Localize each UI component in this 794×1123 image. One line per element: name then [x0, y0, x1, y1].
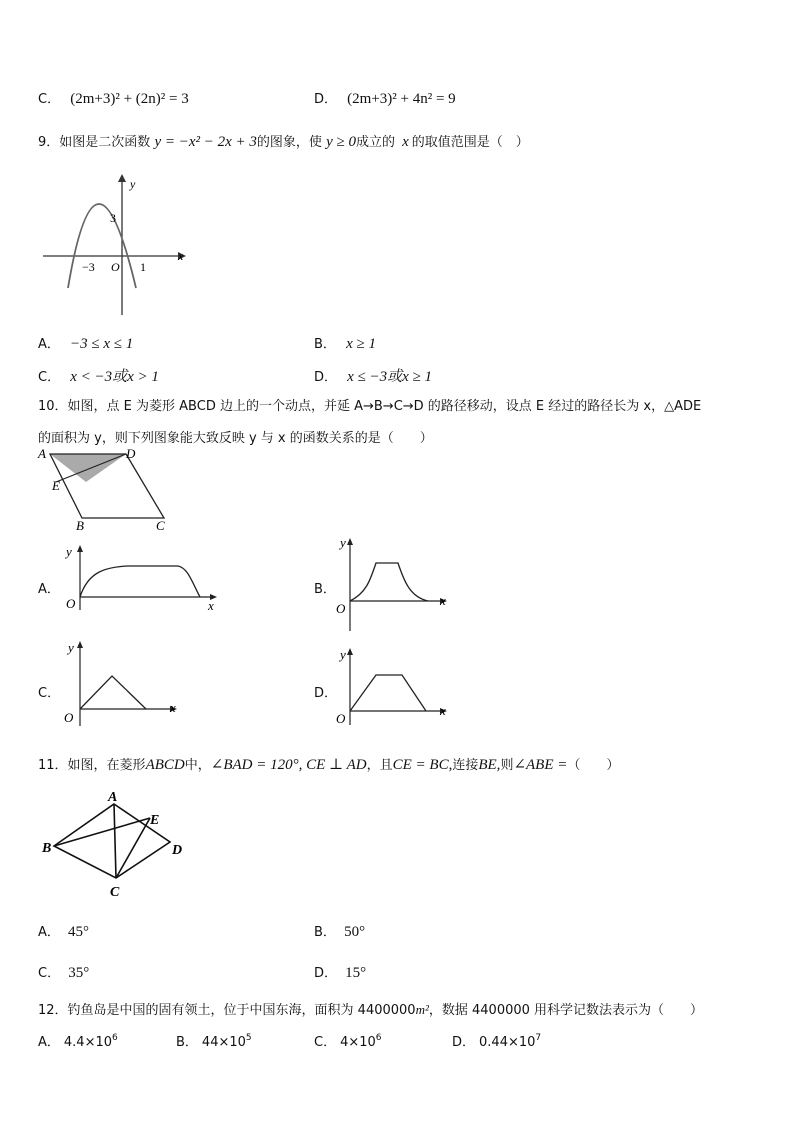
curve	[350, 563, 428, 601]
option-letter: A．	[38, 925, 60, 940]
option-exponent: 5	[245, 1033, 252, 1043]
y-label: y	[340, 647, 346, 662]
q10-option-d-letter: D．	[314, 686, 338, 701]
stem-math: ∠BAD = 120°, CE ⊥ AD	[210, 757, 367, 773]
q10-stem-line2	[38, 427, 433, 446]
curve	[80, 676, 146, 709]
stem-text: 则	[500, 758, 514, 773]
q11-option-c	[38, 962, 89, 982]
q9-option-b	[314, 333, 376, 353]
option-text: 45°	[68, 924, 90, 940]
q11-rhombus-figure	[38, 790, 208, 902]
q12-option-c	[314, 1031, 382, 1050]
vertex-label-b: B	[42, 841, 52, 856]
question-number: 10．	[38, 399, 68, 414]
option-exponent: 6	[112, 1033, 118, 1043]
q10-rhombus-figure	[34, 446, 184, 536]
stem-text: 的取值范围是（ ）	[411, 135, 529, 150]
diagonal-ac	[114, 804, 116, 878]
y-label: y	[68, 640, 74, 655]
vertex-label-c: C	[156, 518, 165, 533]
origin-label: O	[64, 710, 74, 725]
option-base: 4×10	[340, 1035, 376, 1050]
stem-text: 中，	[184, 758, 211, 773]
x-label: x	[170, 700, 176, 715]
question-number: 12．	[38, 1003, 68, 1018]
option-exponent: 7	[535, 1033, 542, 1043]
origin-label: O	[66, 596, 76, 611]
q10-option-b-letter: B．	[314, 582, 336, 597]
option-letter: A．	[38, 1035, 60, 1050]
area-unit: m²	[415, 1002, 429, 1017]
option-letter: B．	[314, 925, 336, 940]
q9-option-c	[38, 365, 159, 386]
option-text: x < −3或x > 1	[70, 369, 159, 385]
point-label-e: E	[150, 813, 160, 828]
stem-math: BE,	[478, 757, 501, 773]
option-base: 0.44×10	[479, 1035, 536, 1050]
stem-text: 成立的	[355, 135, 395, 150]
stem-variable: x	[402, 134, 409, 150]
origin-label: O	[336, 711, 346, 726]
q10-option-a-letter: A．	[38, 582, 60, 597]
option-text: 15°	[345, 965, 367, 981]
stem-condition: y ≥ 0	[326, 134, 356, 150]
q10-option-a-graph	[60, 542, 225, 617]
x-label: x	[208, 598, 214, 613]
parabola-curve	[68, 204, 136, 288]
option-text: 50°	[344, 924, 366, 940]
option-exponent: 6	[375, 1033, 382, 1043]
q10-option-d-graph	[332, 643, 462, 728]
x-axis-label: x	[178, 249, 184, 263]
y-axis-arrow	[77, 545, 83, 552]
q12-option-d	[452, 1031, 541, 1050]
option-text: x ≤ −3或x ≥ 1	[347, 369, 433, 385]
point-label-e: E	[52, 478, 60, 493]
stem-text: 连接	[452, 758, 479, 773]
option-letter: B．	[314, 337, 336, 352]
q10-option-b-graph	[332, 533, 462, 633]
x-label: x	[440, 593, 446, 608]
stem-text: 如图，在菱形	[67, 758, 146, 773]
option-letter: D．	[314, 966, 338, 981]
q8-option-c	[38, 88, 189, 108]
y-axis-arrow	[347, 648, 353, 655]
vertex-label-b: B	[76, 518, 84, 533]
y-axis-arrow	[77, 641, 83, 648]
option-text: −3 ≤ x ≤ 1	[70, 336, 134, 352]
curve	[350, 675, 426, 711]
y-label: y	[340, 535, 346, 550]
y-axis-label: y	[130, 177, 136, 191]
q11-option-a	[38, 921, 89, 941]
q8-option-d	[314, 88, 456, 108]
y-intercept-label: 3	[110, 211, 116, 225]
option-text: 35°	[68, 965, 90, 981]
q9-option-a	[38, 333, 133, 353]
option-letter: C．	[38, 966, 61, 981]
q12-stem	[38, 999, 703, 1018]
q9-option-d	[314, 365, 432, 386]
vertex-label-a: A	[108, 790, 118, 805]
q12-option-a	[38, 1031, 118, 1050]
option-letter: C．	[38, 92, 61, 107]
stem-text: ，数据 4400000 用科学记数法表示为（ ）	[428, 1003, 704, 1018]
option-letter: D．	[452, 1035, 476, 1050]
q10-option-c-graph	[60, 638, 190, 728]
option-math: (2m+3)² + 4n² = 9	[347, 91, 456, 107]
question-number: 11．	[38, 758, 68, 773]
vertex-label-d: D	[172, 843, 183, 858]
vertex-label-d: D	[126, 446, 136, 461]
q11-stem	[38, 754, 619, 774]
option-base: 44×10	[201, 1035, 246, 1050]
q12-option-b	[176, 1031, 252, 1050]
y-label: y	[66, 544, 72, 559]
option-text: x ≥ 1	[346, 336, 376, 352]
origin-label: O	[336, 601, 346, 616]
stem-text: 的图象，使	[256, 135, 322, 150]
origin-label: O	[111, 260, 120, 274]
option-letter: D．	[314, 370, 338, 385]
tick-left-label: −3	[82, 260, 95, 274]
option-letter: C．	[314, 1035, 337, 1050]
stem-equation: y = −x² − 2x + 3	[154, 134, 257, 150]
option-base: 4.4×10	[63, 1035, 113, 1050]
stem-text: 如图，点 E 为菱形 ABCD 边上的一个动点，并延 A→B→C→D 的路径移动，设点 E 经过的路径长为 x，△ADE	[67, 399, 702, 414]
option-math: (2m+3)² + (2n)² = 3	[70, 91, 189, 107]
question-number: 9．	[38, 135, 60, 150]
y-axis-arrow	[347, 538, 353, 545]
q9-stem	[38, 131, 529, 151]
q11-option-b	[314, 921, 365, 941]
q10-option-c-letter: C．	[38, 686, 61, 701]
stem-text: 的面积为 y，则下列图象能大致反映 y 与 x 的函数关系的是（ ）	[38, 431, 433, 446]
vertex-label-a: A	[38, 446, 46, 461]
stem-text: ，且	[366, 758, 393, 773]
stem-math: CE = BC,	[392, 757, 453, 773]
q11-option-d	[314, 962, 366, 982]
q9-parabola-graph	[38, 170, 198, 320]
stem-text: 如图是二次函数	[59, 135, 151, 150]
curve	[80, 566, 200, 597]
x-label: x	[440, 703, 446, 718]
y-axis-arrow	[118, 174, 126, 182]
option-letter: A．	[38, 337, 60, 352]
vertex-label-c: C	[110, 885, 120, 900]
stem-text: （ ）	[567, 758, 620, 773]
option-letter: D．	[314, 92, 338, 107]
stem-math: ABCD	[145, 757, 185, 773]
tick-right-label: 1	[140, 260, 146, 274]
option-letter: B．	[176, 1035, 198, 1050]
stem-text: 钓鱼岛是中国的固有领土，位于中国东海，面积为 4400000	[67, 1003, 416, 1018]
stem-math: ∠ABE =	[513, 757, 568, 773]
option-letter: C．	[38, 370, 61, 385]
q10-stem-line1	[38, 395, 701, 414]
